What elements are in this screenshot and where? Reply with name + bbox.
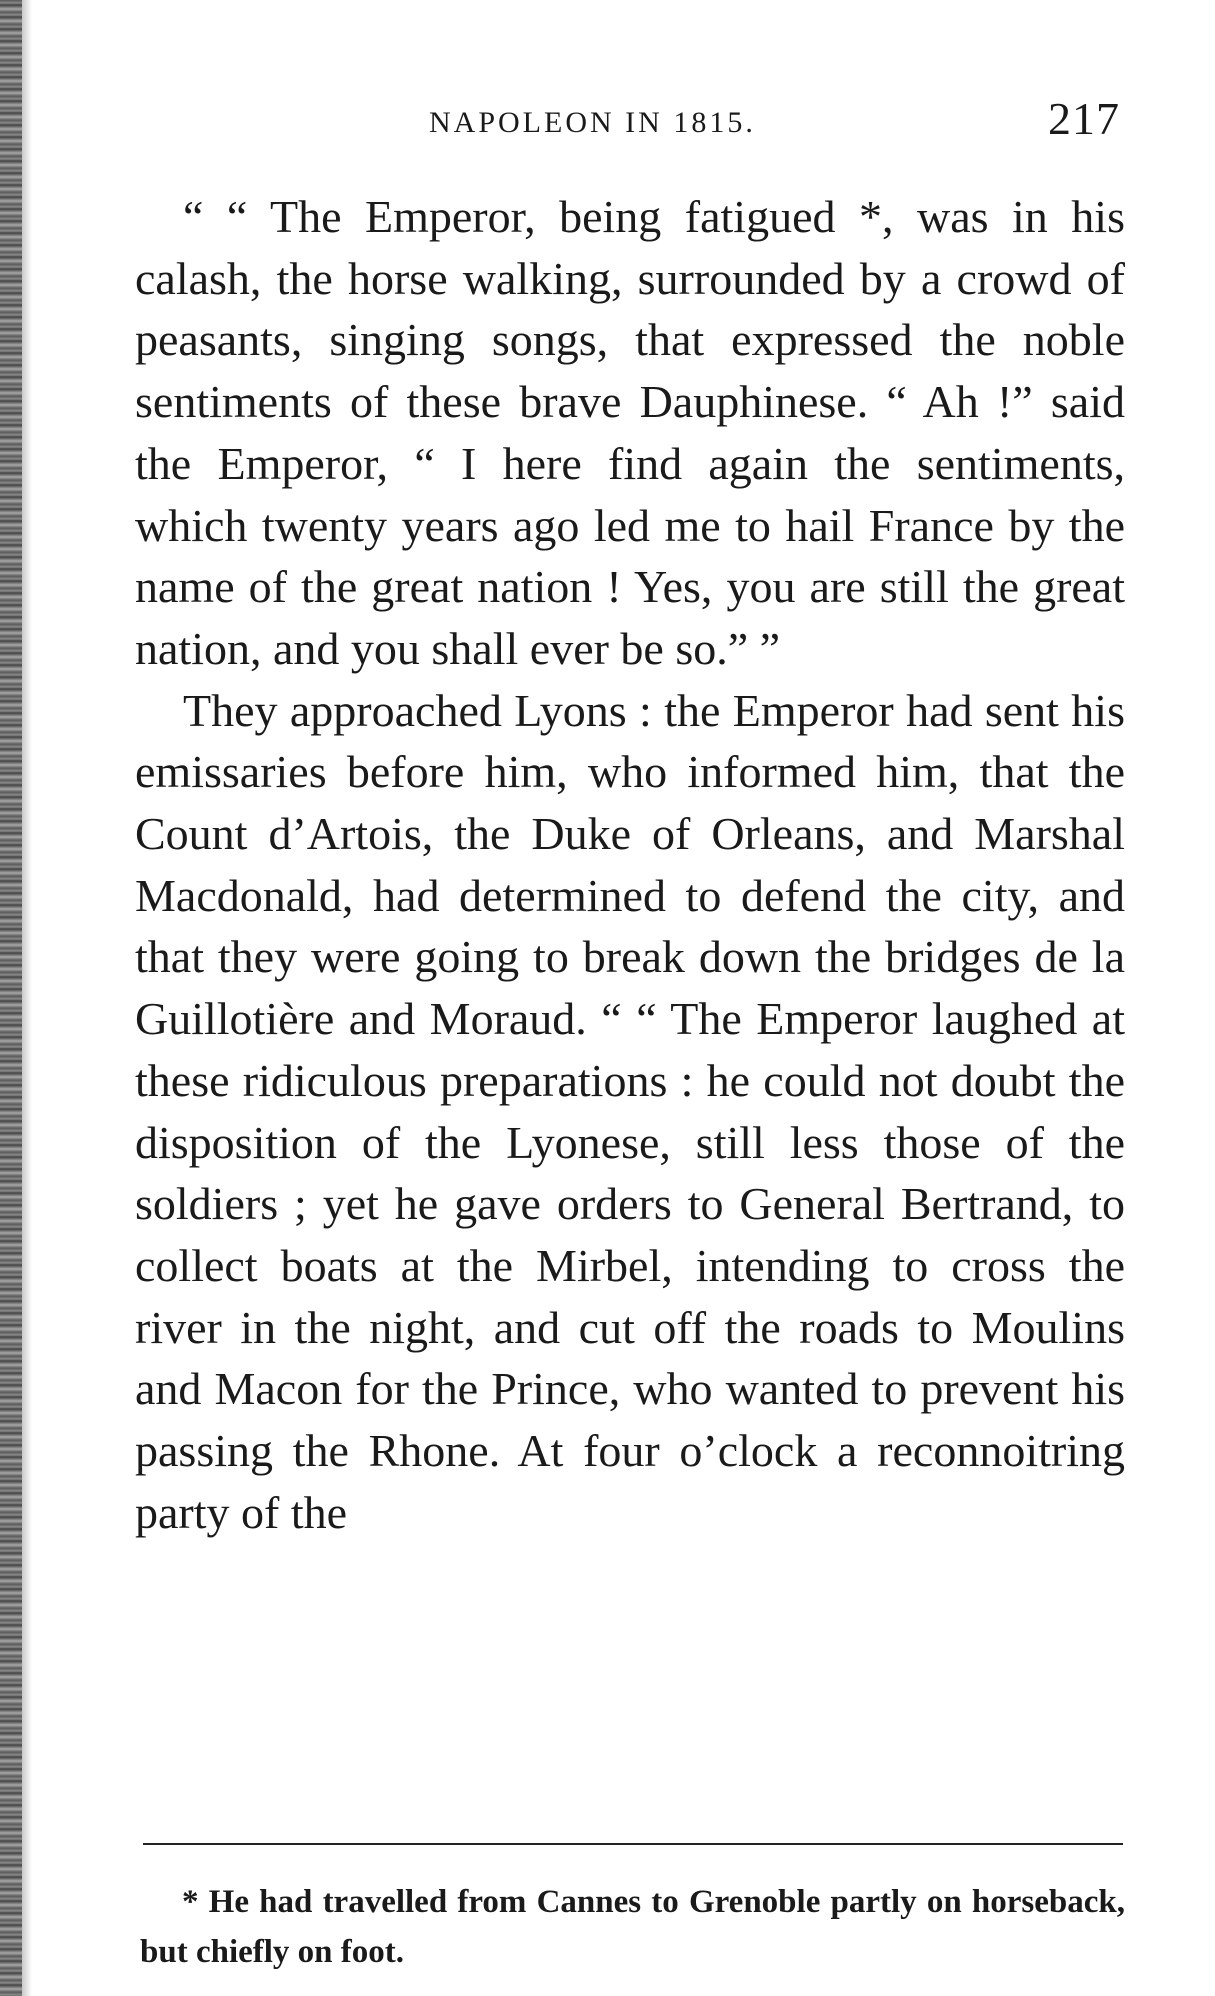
footnote-separator-rule xyxy=(143,1843,1123,1845)
page-header xyxy=(135,88,1120,158)
footnote: * He had travelled from Cannes to Grenoble partly on horseback, but chiefly on foot. xyxy=(140,1884,1125,1970)
body-text xyxy=(135,186,1125,1543)
paragraph: They approached Lyons : the Emperor had sent his emissaries before him, who informed him, that the Count d’Artois, the Duke of Orleans, and Marshal Macdonald, had determined to defend the city, and that they were going to break down the bridges de la Guillotière and Moraud. “ “ The Emperor laughed at these ridiculous preparations : he could not doubt the disposition of the Lyonese, still less those of the soldiers ; yet he gave orders to General Bertrand, to collect boats at the Mirbel, intending to cross the river in the night, and cut off the roads to Moulins and Macon for the Prince, who wanted to prevent his passing the Rhone. At four o’clock a reconnoitring party of the xyxy=(135,684,1125,1538)
running-title: NAPOLEON IN 1815. xyxy=(429,106,756,139)
page-binding-edge xyxy=(0,0,22,1996)
paragraph: “ “ The Emperor, being fatigued *, was in his calash, the horse walking, surrounded by a crowd of peasants, singing songs, that expressed the noble sentiments of these brave Dauphinese. “ Ah !” said the Emperor, “ I here find again the sentiments, which twenty years ago led me to hail France by the name of the great nation ! Yes, you are still the great nation, and you shall ever be so.” ” xyxy=(135,191,1125,674)
page-number: 217 xyxy=(1048,93,1120,144)
